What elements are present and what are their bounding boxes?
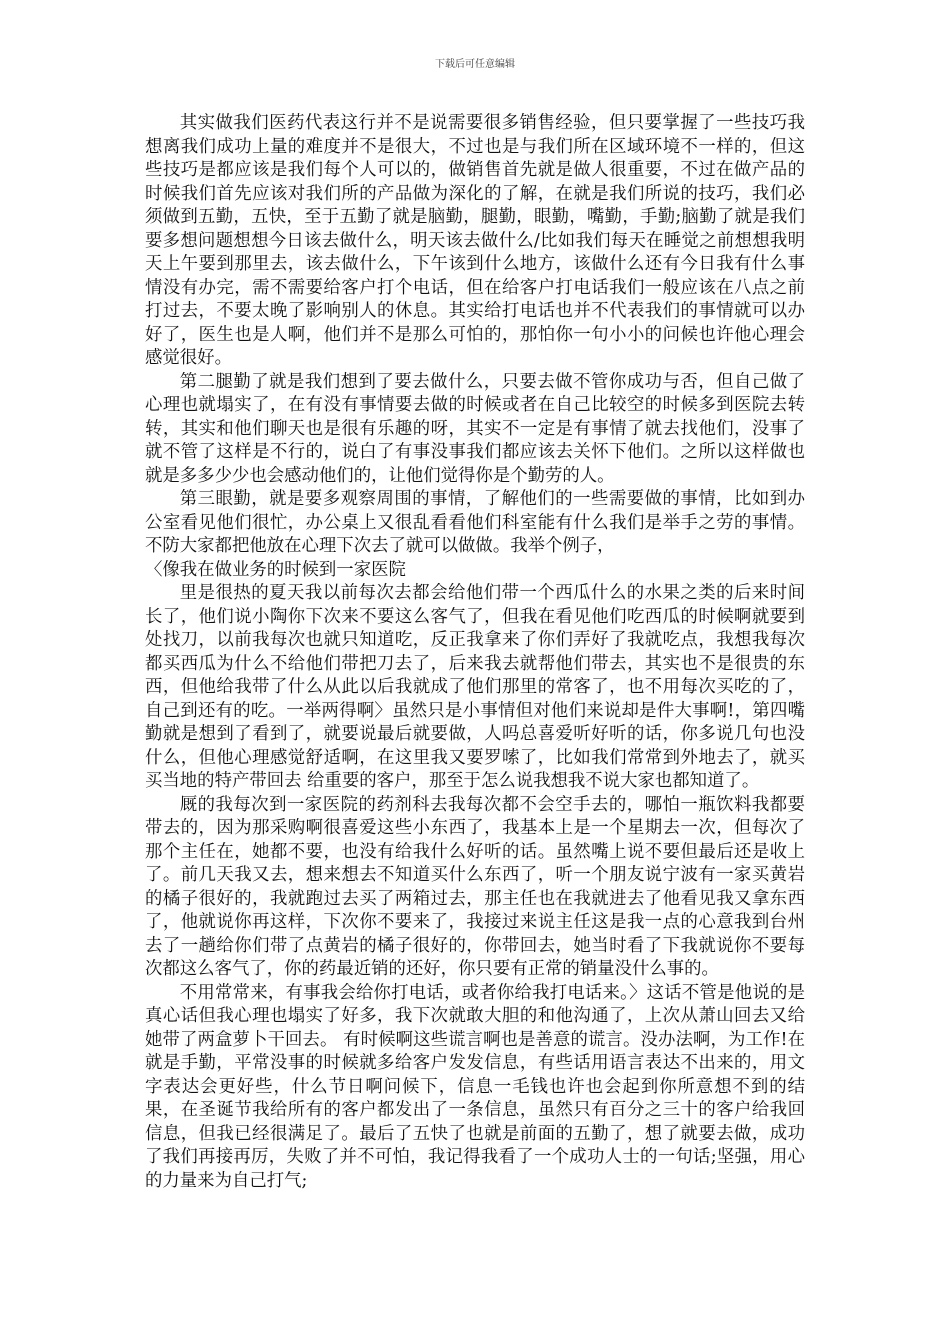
paragraph: 里是很热的夏天我以前每次去都会给他们带一个西瓜什么的水果之类的后来时间长了，他们说小陶你下次来不要这么客气了，但我在看见他们吃西瓜的时候啊就要到处找刀，以前我每次也就只知道吃，反正我拿来了你们弄好了我就吃点，我想我每次都买西瓜为什么不给他们带把刀去了，后来我去就帮他们带去，其实也不是很贵的东西，但他给我带了什么从此以后我就成了他们那里的常客了，也不用每次买吃的了，自己到还有的吃。一举两得啊〉虽然只是小事情但对他们来说却是件大事啊!，第四嘴勤就是想到了看到了，就要说最后就要做，人吗总喜爱听好听的话，你多说几句也没什么，但他心理感觉舒适啊，在这里我又要罗嗦了，比如我们常常到外地去了，就买买当地的特产带回去 给重要的客户，那至于怎么说我想我不说大家也都知道了。 — [145, 583, 805, 791]
document-body — [145, 112, 805, 1193]
paragraph: 其实做我们医药代表这行并不是说需要很多销售经验，但只要掌握了一些技巧我想离我们成功上量的难度并不是很大，不过也是与我们所在区域环境不一样的，但这些技巧是都应该是我们每个人可以的，做销售首先就是做人很重要，不过在做产品的时候我们首先应该对我们所的产品做为深化的了解，在就是我们所说的技巧，我们必须做到五勤，五快，至于五勤了就是脑勤，腿勤，眼勤，嘴勤，手勤;脑勤了就是我们要多想问题想想今日该去做什么，明天该去做什么/比如我们每天在睡觉之前想想我明天上午要到那里去，该去做什么，下午该到什么地方，该做什么还有今日我有什么事情没有办完，需不需要给客户打个电话，但在给客户打电话我们一般应该在八点之前打过去，不要太晚了影响别人的休息。其实给打电话也并不代表我们的事情就可以办好了，医生也是人啊，他们并不是那么可怕的，那怕你一句小小的问候也许他心理会感觉很好。 — [145, 113, 805, 368]
page-header: 下载后可任意编辑 — [435, 59, 515, 70]
paragraph: 〈像我在做业务的时候到一家医院 — [145, 559, 406, 580]
paragraph: 不用常常来，有事我会给你打电话，或者你给我打电话来。〉这话不管是他说的是真心话但我心理也塌实了好多，我下次就敢大胆的和他沟通了，上次从萧山回去又给她带了两盒萝卜干回去。 有时候啊这些谎言啊也是善意的谎言。没办法啊，为工作!在就是手勤，平常没事的时候就多给客户发发信息，有些话用语言表达不出来的，用文字表达会更好些，什么节日啊问候下，信息一毛钱也许也会起到你所意想不到的结果，在圣诞节我给所有的客户都发出了一条信息，虽然只有百分之三十的客户给我回信息，但我已经很满足了。最后了五快了也就是前面的五勤了，想了就要去做，成功了我们再接再厉，失败了并不可怕，我记得我看了一个成功人士的一句话;坚强，用心的力量来为自己打气; — [145, 982, 805, 1191]
paragraph: 第三眼勤，就是要多观察周围的事情，了解他们的一些需要做的事情，比如到办公室看见他们很忙，办公桌上又很乱看看他们科室能有什么我们是举手之劳的事情。不防大家都把他放在心理下次去了就可以做做。我举个例子， — [145, 489, 805, 556]
paragraph: 厩的我每次到一家医院的药剂科去我每次都不会空手去的，哪怕一瓶饮料我都要带去的，因为那采购啊很喜爱这些小东西了，我基本上是一个星期去一次，但每次了那个主任在，她都不要，也没有给我什么好听的话。虽然嘴上说不要但最后还是收上了。前几天我又去，想来想去不知道买什么东西了，听一个朋友说宁波有一家买黄岩的橘子很好的，我就跑过去买了两箱过去，那主任也在我就进去了他看见我又拿东西了，他就说你再这样，下次你不要来了，我接过来说主任这是我一点的心意我到台州去了一趟给你们带了点黄岩的橘子很好的，你带回去，她当时看了下我就说你不要每次都这么客气了，你的药最近销的还好，你只要有正常的销量没什么事的。 — [145, 794, 805, 979]
paragraph: 第二腿勤了就是我们想到了要去做什么，只要去做不管你成功与否，但自己做了心理也就塌实了，在有没有事情要去做的时候或者在自己比较空的时候多到医院去转转，其实和他们聊天也是很有乐趣的呀，其实不一定是有事情了就去找他们，没事了就不管了这样是不行的，说白了有事没事我们都应该去关怀下他们。之所以这样做也就是多多少少也会感动他们的，让他们觉得你是个勤劳的人。 — [145, 371, 805, 486]
